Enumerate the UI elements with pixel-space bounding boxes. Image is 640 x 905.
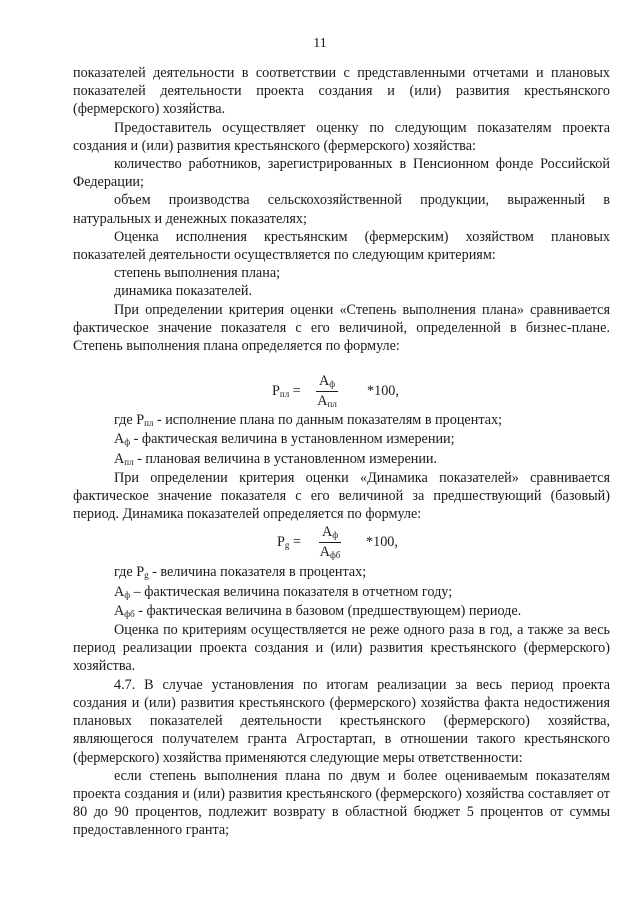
list-item: степень выполнения плана; (114, 265, 281, 282)
list-item: динамика показателей. (114, 283, 253, 300)
formula-numerator: Аф (316, 373, 338, 392)
paragraph: 4.7. В случае установления по итогам реализации за весь период проекта создания и (или) развития крестьянского (фермерского) хозяйства факта недостижения плановых показателей деятельности крестьянского (фермерского) хозяйства, являющегося получателем гранта Агростартап, в отношении такого крестьянского (фермерского) хозяйства применяются следующие меры ответственности: (73, 676, 610, 766)
paragraph: Оценка по критериям осуществляется не реже одного раза в год, а также за весь период реализации проекта создания и (или) развития крестьянского (фермерского) хозяйства. (73, 622, 610, 675)
definition-item: Аф - фактическая величина в установленном измерении; (114, 431, 455, 448)
formula-lhs: Рg = (277, 534, 301, 551)
paragraph: При определении критерия оценки «Динамика показателей» сравнивается фактическое значение показателя с его величиной за предшествующий (базовый) период. Динамика показателей определяется по формуле: (73, 469, 610, 523)
formula-indicator-dynamics (73, 523, 610, 563)
definition-item: Афб - фактическая величина в базовом (предшествующем) периоде. (114, 602, 522, 619)
paragraph: При определении критерия оценки «Степень выполнения плана» сравнивается фактическое значение показателя с его величиной, определенной в бизнес-плане. Степень выполнения плана определяется по формуле: (73, 301, 610, 355)
paragraph: показателей деятельности в соответствии с представленными отчетами и плановых показателей деятельности проекта создания и (или) развития крестьянского (фермерского) хозяйства. (73, 65, 610, 118)
paragraph: Оценка исполнения крестьянским (фермерским) хозяйством плановых показателей деятельности осуществляется по следующим критериям: (73, 228, 610, 264)
paragraph: Предоставитель осуществляет оценку по следующим показателям проекта создания и (или) развития крестьянского (фермерского) хозяйства: (73, 119, 610, 154)
definition-item: Апл - плановая величина в установленном измерении. (114, 450, 438, 467)
list-item: количество работников, зарегистрированных в Пенсионном фонде Российской Федерации; (73, 156, 610, 191)
definition-item: где Рпл - исполнение плана по данным показателям в процентах; (114, 412, 503, 429)
formula-lhs: Рпл = (272, 383, 301, 400)
formula-plan-completion (73, 373, 610, 411)
definition-item: Аф – фактическая величина показателя в отчетном году; (114, 583, 453, 600)
formula-denominator: Афб (319, 544, 341, 561)
list-item: объем производства сельскохозяйственной продукции, выраженный в натуральных и денежных показателях; (73, 192, 610, 227)
formula-denominator: Апл (317, 393, 337, 410)
formula-rhs: *100, (366, 534, 398, 551)
formula-rhs: *100, (367, 383, 399, 400)
definition-item: где Рg - величина показателя в процентах; (114, 564, 367, 581)
formula-fraction (316, 373, 338, 410)
formula-numerator: Аф (319, 524, 341, 543)
paragraph: если степень выполнения плана по двум и более оцениваемым показателям проекта создания и (или) развития крестьянского (фермерского) хозяйства составляет от 80 до 90 процентов, подлежит возврату в областной бюджет 5 процентов от суммы предоставленного гранта; (73, 767, 610, 839)
formula-fraction (319, 524, 341, 561)
page-number: 11 (313, 36, 327, 51)
document-body (73, 64, 610, 840)
